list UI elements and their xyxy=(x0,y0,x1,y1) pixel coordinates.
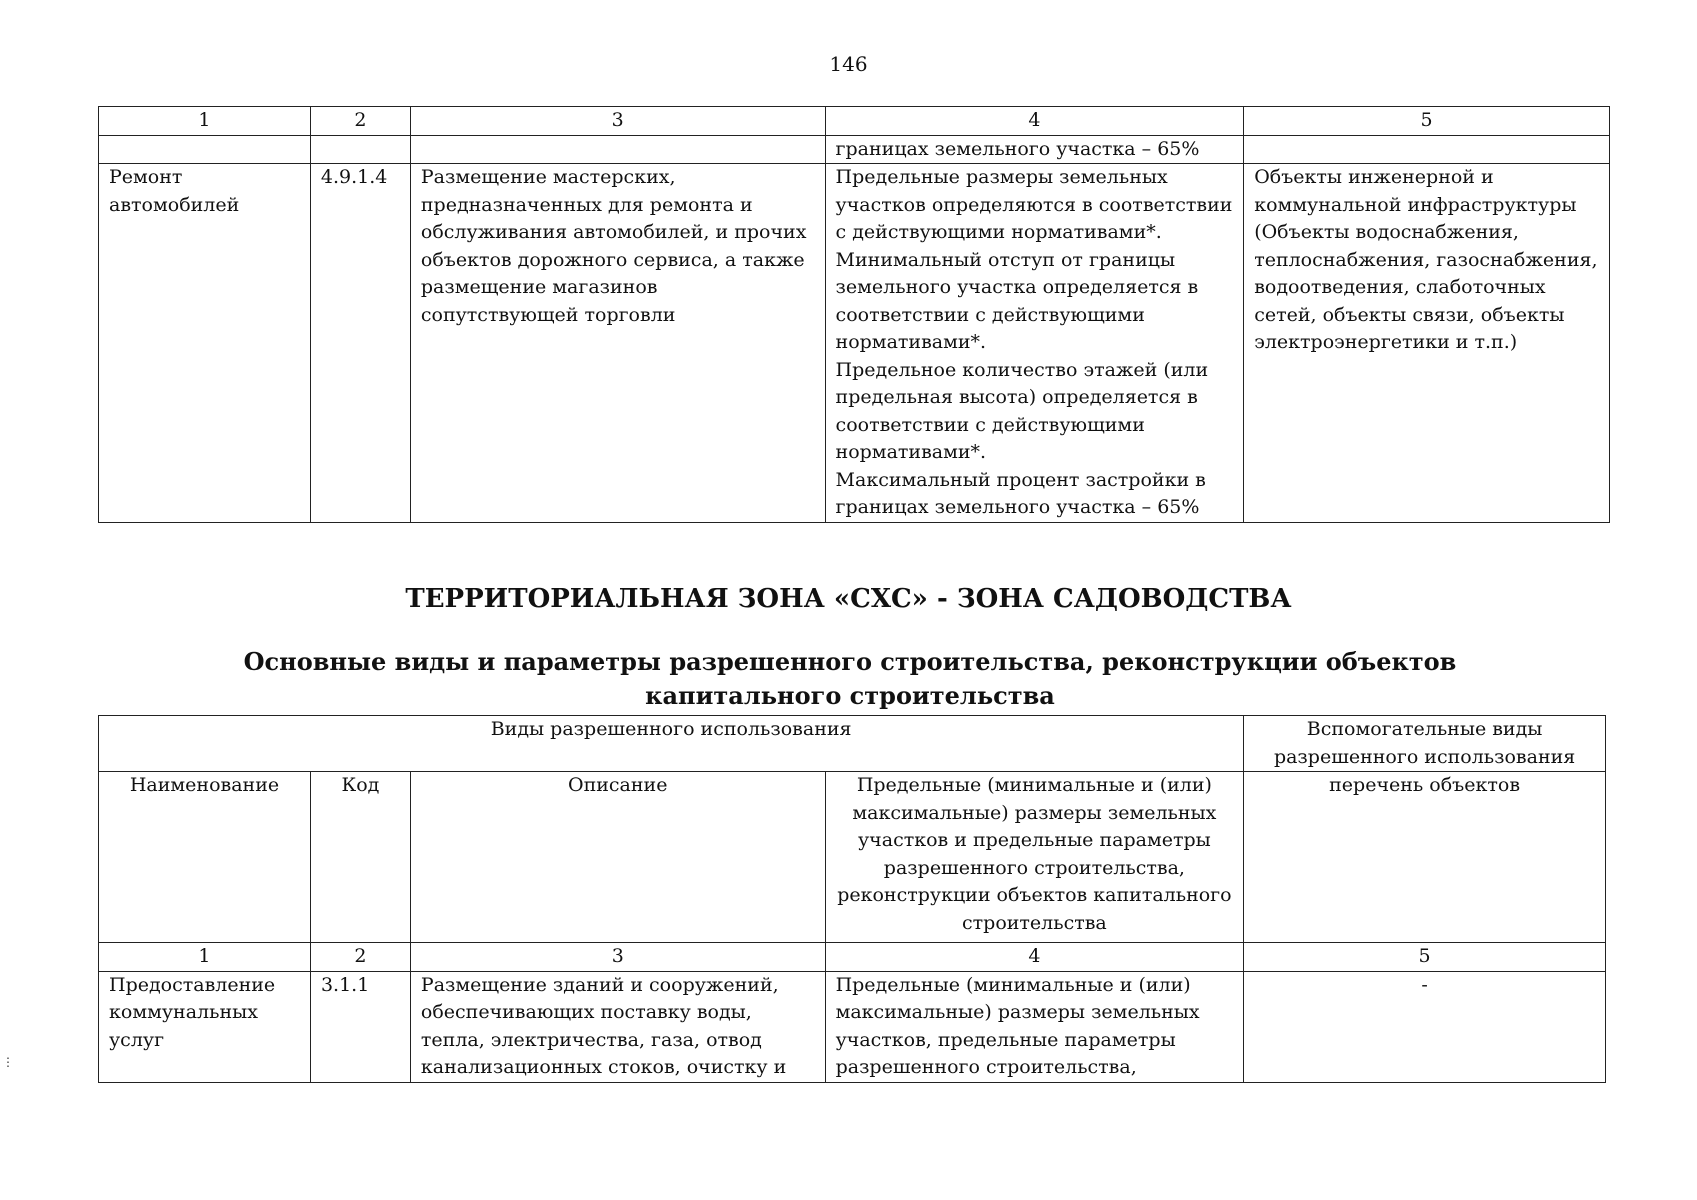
header-parameters: Предельные (минимальные и (или) максимальные) размеры земельных участков и предельные параметры разрешенного строительства, реконструкции объектов капитального строительства xyxy=(825,772,1244,943)
column-number: 1 xyxy=(99,943,311,972)
column-number: 4 xyxy=(825,107,1244,136)
page-number: 146 xyxy=(829,52,868,76)
header-code: Код xyxy=(310,772,410,943)
header-name: Наименование xyxy=(99,772,311,943)
table-row xyxy=(99,164,1610,523)
column-number: 2 xyxy=(310,943,410,972)
use-name: Предоставление коммунальных услуг xyxy=(99,971,311,1082)
use-description: Размещение зданий и сооружений, обеспечивающих поставку воды, тепла, электричества, газа, отвод канализационных стоков, очистку и xyxy=(410,971,825,1082)
carry-over-cell: границах земельного участка – 65% xyxy=(825,135,1244,164)
group-header: Виды разрешенного использования xyxy=(99,716,1244,772)
use-parameters xyxy=(825,164,1244,523)
parameter-line: Максимальный процент застройки в границах земельного участка – 65% xyxy=(835,468,1206,518)
parameter-line: Минимальный отступ от границы земельного участка определяется в соответствии с действующими нормативами*. xyxy=(835,248,1199,353)
column-number: 4 xyxy=(825,943,1244,972)
table-row xyxy=(99,971,1606,1082)
scan-edge-mark: ⋮ xyxy=(2,1055,14,1069)
use-description: Размещение мастерских, предназначенных для ремонта и обслуживания автомобилей, и прочих объектов дорожного сервиса, а также размещение магазинов сопутствующей торговли xyxy=(410,164,825,523)
header-description: Описание xyxy=(410,772,825,943)
land-use-table-continued xyxy=(98,106,1610,523)
carry-over-cell xyxy=(99,135,311,164)
land-use-table xyxy=(98,715,1606,1083)
carry-over-cell xyxy=(310,135,410,164)
auxiliary-uses: Объекты инженерной и коммунальной инфраструктуры (Объекты водоснабжения, теплоснабжения, газоснабжения, водоотведения, слаботочных сетей, объекты связи, объекты электроэнергетики и т.п.) xyxy=(1244,164,1610,523)
use-code: 4.9.1.4 xyxy=(310,164,410,523)
column-header-row xyxy=(99,772,1606,943)
use-parameters: Предельные (минимальные и (или) максимальные) размеры земельных участков, предельные параметры разрешенного строительства, xyxy=(825,971,1244,1082)
carry-over-cell xyxy=(410,135,825,164)
carry-over-cell xyxy=(1244,135,1610,164)
section-title: Основные виды и параметры разрешенного строительства, реконструкции объектов капитального строительства xyxy=(243,647,1457,710)
column-number-row xyxy=(99,943,1606,972)
column-number: 1 xyxy=(99,107,311,136)
parameter-line: Предельные размеры земельных участков определяются в соответствии с действующими нормативами*. xyxy=(835,166,1233,243)
column-number: 5 xyxy=(1244,943,1606,972)
column-number: 3 xyxy=(410,943,825,972)
carry-over-row xyxy=(99,135,1610,164)
zone-title: ТЕРРИТОРИАЛЬНАЯ ЗОНА «СХС» - ЗОНА САДОВОДСТВА xyxy=(405,584,1292,614)
column-number: 3 xyxy=(410,107,825,136)
parameter-line: Предельное количество этажей (или предельная высота) определяется в соответствии с действующими нормативами*. xyxy=(835,358,1209,463)
auxiliary-uses: - xyxy=(1244,971,1606,1082)
column-number-row xyxy=(99,107,1610,136)
aux-header: Вспомогательные виды разрешенного использования xyxy=(1244,716,1606,772)
column-number: 5 xyxy=(1244,107,1610,136)
header-aux-list: перечень объектов xyxy=(1244,772,1606,943)
column-number: 2 xyxy=(310,107,410,136)
use-code: 3.1.1 xyxy=(310,971,410,1082)
group-header-row xyxy=(99,716,1606,772)
use-name: Ремонт автомобилей xyxy=(99,164,311,523)
